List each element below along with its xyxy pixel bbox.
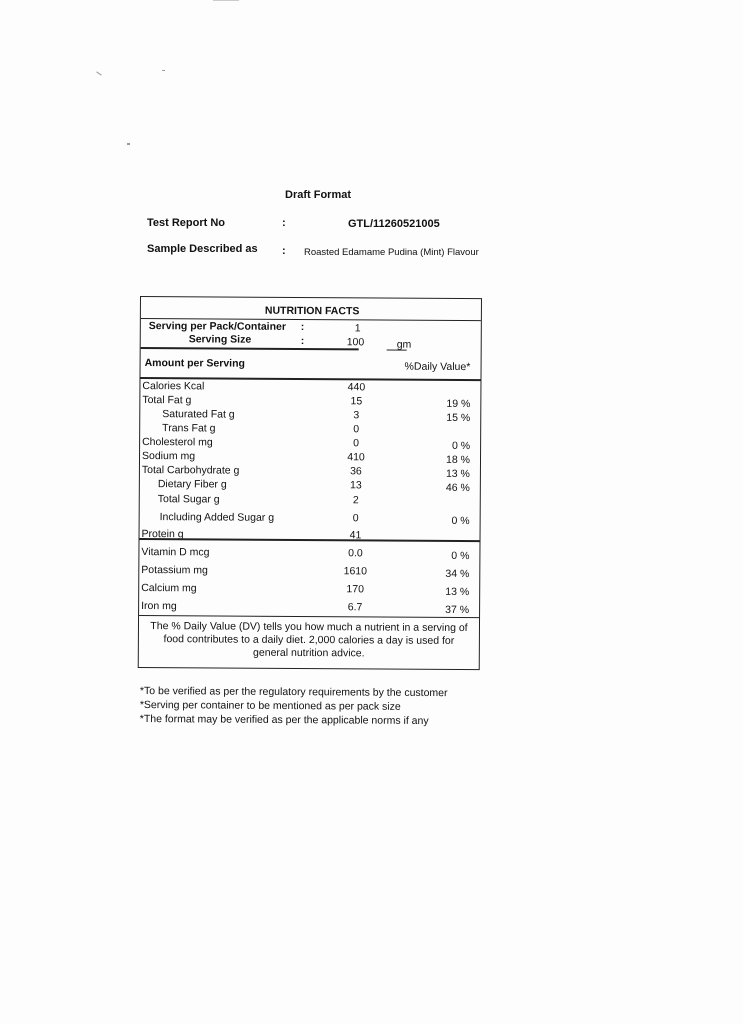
nutrient-amount: 1610 xyxy=(343,565,368,578)
nutrient-label: Trans Fat g xyxy=(162,422,216,435)
sample-described-value: Roasted Edamame Pudina (Mint) Flavour xyxy=(304,247,479,258)
nutrition-facts-header: NUTRITION FACTS xyxy=(264,304,360,318)
daily-value-note-line3: general nutrition advice. xyxy=(253,646,365,660)
nutrient-daily-value: 13 % xyxy=(445,585,470,599)
nutrient-daily-value: 46 % xyxy=(445,481,470,495)
note-item: *To be verified as per the regulatory requirements by the customer xyxy=(139,685,448,700)
notes-list xyxy=(140,684,448,728)
nutrient-amount: 3 xyxy=(353,409,360,422)
serving-size-colon: : xyxy=(300,334,305,348)
nutrient-label: Including Added Sugar g xyxy=(159,511,275,524)
nutrient-label: Dietary Fiber g xyxy=(157,478,227,491)
test-report-colon: : xyxy=(282,217,286,229)
nutrient-label: Total Carbohydrate g xyxy=(141,464,240,477)
nutrient-amount: 170 xyxy=(346,583,365,596)
note-item: *The format may be verified as per the applicable norms if any xyxy=(139,712,429,728)
test-report-number: GTL/11260521005 xyxy=(348,218,440,230)
nutrient-label: Calories Kcal xyxy=(142,380,205,393)
serving-per-pack-colon: : xyxy=(300,320,305,334)
nutrition-facts-panel xyxy=(138,296,482,670)
nutrient-label: Potassium mg xyxy=(141,564,208,577)
nutrient-amount: 0 xyxy=(353,423,360,436)
test-report-label: Test Report No xyxy=(147,217,226,229)
nutrient-amount: 440 xyxy=(347,381,366,394)
divider xyxy=(140,538,480,542)
nutrient-daily-value: 0 % xyxy=(451,549,470,563)
serving-per-pack-label: Serving per Pack/Container xyxy=(148,320,286,333)
scan-speck xyxy=(162,70,165,71)
nutrient-amount: 15 xyxy=(350,395,363,408)
nutrient-amount: 410 xyxy=(347,451,365,464)
nutrient-amount: 36 xyxy=(350,465,362,478)
nutrient-label: Calcium mg xyxy=(141,582,197,595)
nutrient-label: Total Fat g xyxy=(142,394,192,407)
sample-described-colon: : xyxy=(282,245,286,257)
nutrient-amount: 6.7 xyxy=(347,601,363,614)
daily-value-note-line1: The % Daily Value (DV) tells you how much a nutrient in a serving of xyxy=(150,620,468,635)
nutrient-amount: 2 xyxy=(352,494,359,507)
nutrient-daily-value: 0 % xyxy=(451,514,470,528)
nutrient-label: Iron mg xyxy=(141,600,177,613)
scan-speck xyxy=(127,143,130,145)
nutrient-daily-value: 15 % xyxy=(446,411,471,425)
nutrient-amount: 0.0 xyxy=(348,547,363,560)
nutrient-amount: 41 xyxy=(349,529,362,542)
nutrient-label: Saturated Fat g xyxy=(162,408,235,421)
nutrient-daily-value: 34 % xyxy=(445,567,470,581)
nutrient-amount: 0 xyxy=(352,512,359,525)
nutrient-amount: 13 xyxy=(349,479,362,492)
daily-value-note-line2: food contributes to a daily diet. 2,000 calories a day is used for xyxy=(163,633,455,647)
draft-format-title: Draft Format xyxy=(285,189,352,201)
daily-value-header: %Daily Value* xyxy=(404,360,471,374)
scan-speck xyxy=(96,71,101,75)
nutrient-label: Total Sugar g xyxy=(157,493,220,506)
sample-described-label: Sample Described as xyxy=(147,243,258,255)
serving-size-value: 100 xyxy=(346,336,365,349)
serving-size-label: Serving Size xyxy=(188,333,252,346)
nutrient-amount: 0 xyxy=(353,437,360,450)
scan-speck xyxy=(213,0,239,1)
divider xyxy=(387,350,407,351)
nutrient-label: Vitamin D mcg xyxy=(141,546,210,559)
divider xyxy=(141,347,359,350)
nutrient-daily-value: 0 % xyxy=(451,439,471,453)
nutrient-label: Protein g xyxy=(141,528,184,541)
serving-per-pack-value: 1 xyxy=(354,322,361,335)
nutrient-label: Sodium mg xyxy=(141,450,196,463)
serving-size-unit: gm xyxy=(396,338,412,351)
nutrient-daily-value: 37 % xyxy=(445,603,470,617)
divider xyxy=(139,615,479,618)
nutrient-daily-value: 13 % xyxy=(445,467,470,481)
nutrient-label: Cholesterol mg xyxy=(142,436,213,449)
amount-per-serving-label: Amount per Serving xyxy=(144,357,245,370)
note-item: *Serving per container to be mentioned as per pack size xyxy=(139,698,401,713)
nutrient-daily-value: 19 % xyxy=(446,397,471,411)
nutrient-daily-value: 18 % xyxy=(446,453,471,467)
